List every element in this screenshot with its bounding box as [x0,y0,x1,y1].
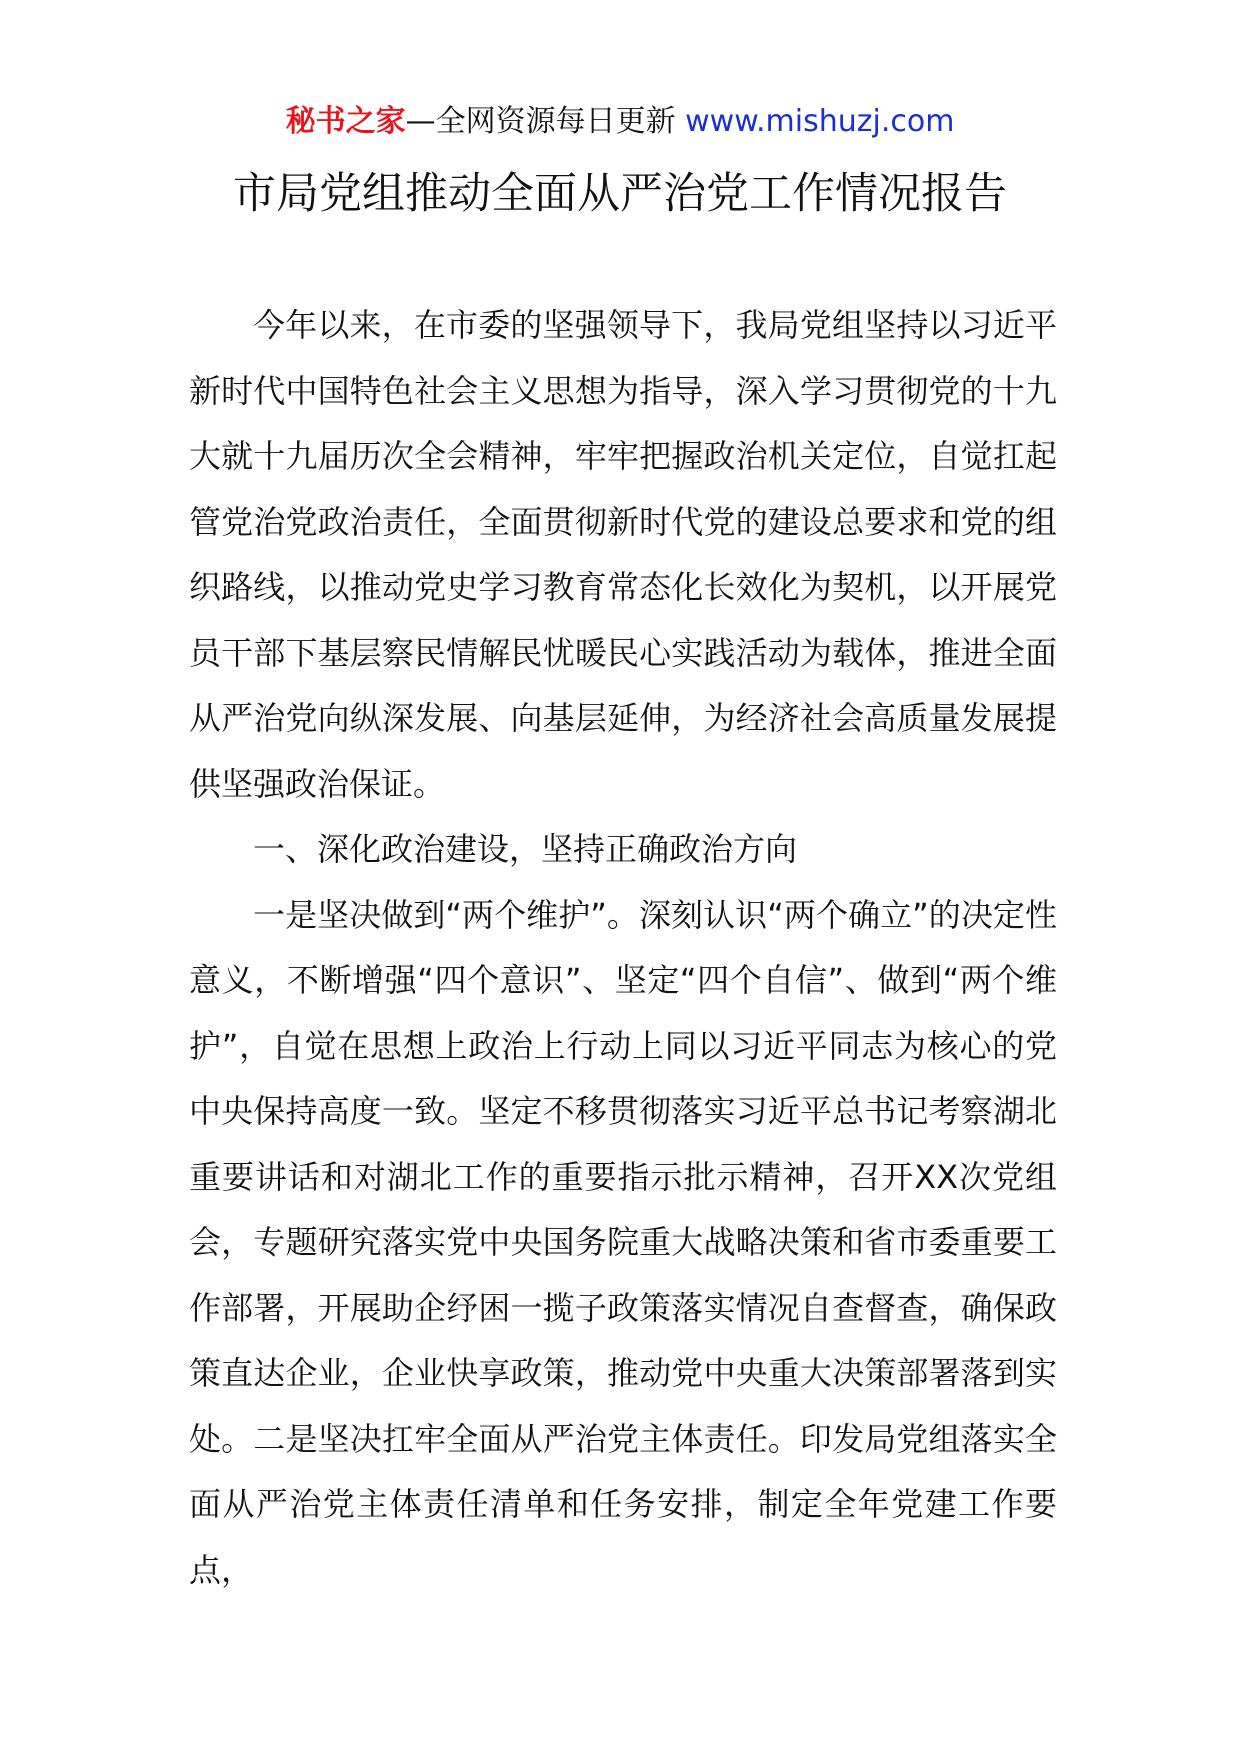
brand-name: 秘书之家 [285,104,406,139]
intro-paragraph: 今年以来，在市委的坚强领导下，我局党组坚持以习近平新时代中国特色社会主义思想为指导，深入学习贯彻党的十九大就十九届历次全会精神，牢牢把握政治机关定位，自觉扛起管党治党政治责任，全面贯彻新时代党的建设总要求和党的组织路线，以推动党史学习教育常态化长效化为契机，以开展党员干部下基层察民情解民忧暖民心实践活动为载体，推进全面从严治党向纵深发展、向基层延伸，为经济社会高质量发展提供坚强政治保证。 [189,306,1057,803]
section-heading-1: 一、深化政治建设，坚持正确政治方向 [253,830,798,868]
site-header [0,102,1240,142]
document-title: 市局党组推动全面从严治党工作情况报告 [233,169,1007,219]
header-tagline: —全网资源每日更新 [405,104,676,139]
document-body [189,293,1057,1603]
section-1-paragraph: 一是坚决做到“两个维护”。深刻认识“两个确立”的决定性意义，不断增强“四个意识”、坚定“四个自信”、做到“两个维护”，自觉在思想上政治上行动上同以习近平同志为核心的党中央保持高度一致。坚定不移贯彻落实习近平总书记考察湖北重要讲话和对湖北工作的重要指示批示精神，召开XX次党组会，专题研究落实党中央国务院重大战略决策和省市委重要工作部署，开展助企纾困一揽子政策落实情况自查督查，确保政策直达企业，企业快享政策，推动党中央重大决策部署落到实处。二是坚决扛牢全面从严治党主体责任。印发局党组落实全面从严治党主体责任清单和任务安排，制定全年党建工作要点， [189,895,1057,1589]
site-url-link[interactable]: www.mishuzj.com [685,104,955,139]
